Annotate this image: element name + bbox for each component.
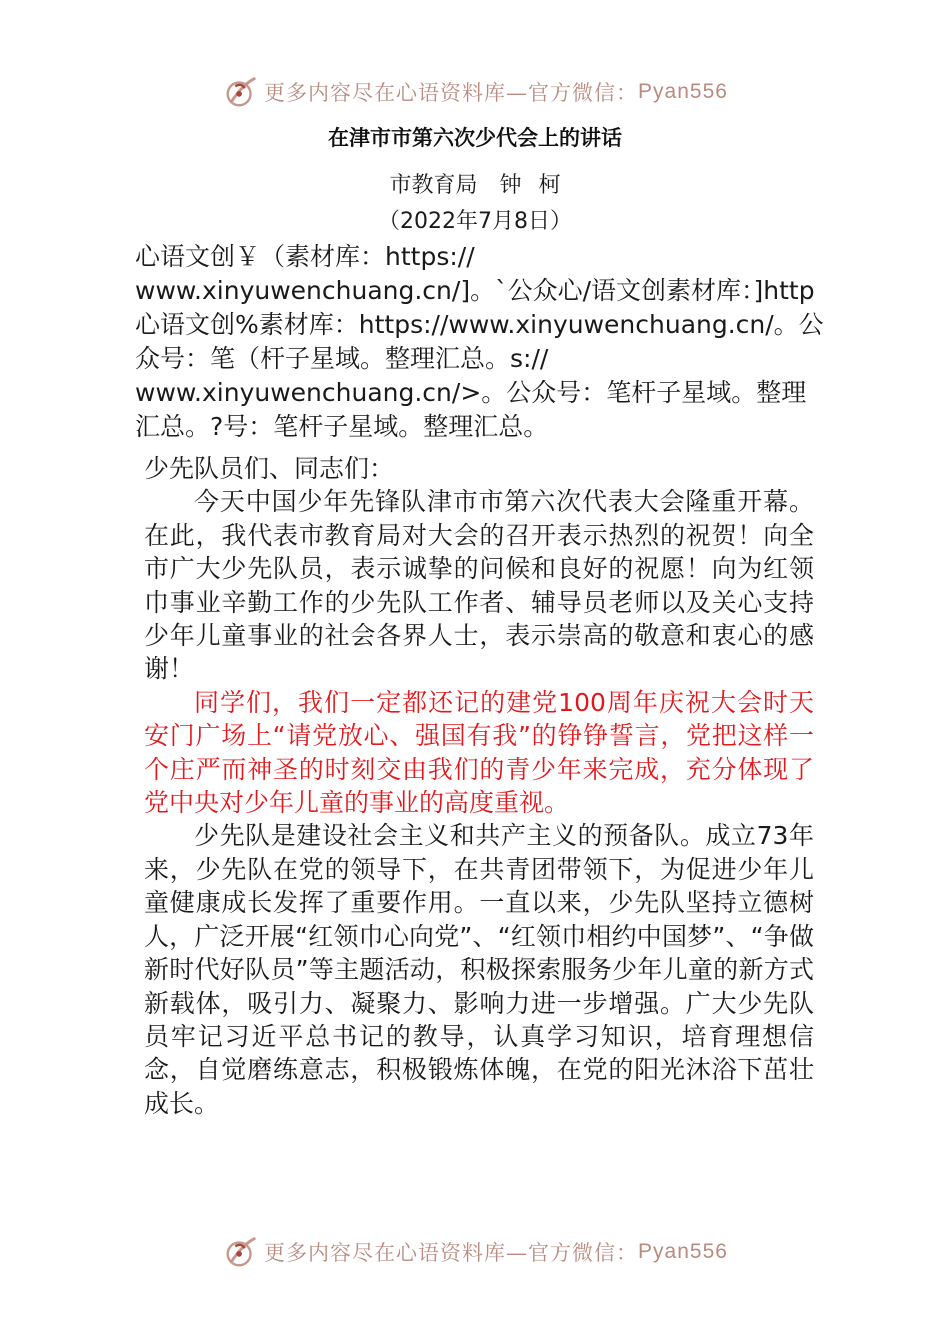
paragraph-pioneers: 少先队是建设社会主义和共产主义的预备队。成立73年来，少先队在党的领导下，在共青团带领下，为促进少年儿童健康成长发挥了重要作用。一直以来，少先队坚持立德树人，广泛开展“红领巾心向党”、“红领巾相约中国梦”、“争做新时代好队员”等主题活动，积极探索服务少年儿童的新方式新载体，吸引力、凝聚力、影响力进一步增强。广大少先队员牢记习近平总书记的教导，认真学习知识，培育理想信念，自觉磨练意志，积极锻炼体魄，在党的阳光沐浴下茁壮成长。 [144, 821, 814, 1118]
watermark-id: Pyan556 [638, 1240, 728, 1263]
speech-body [144, 452, 814, 1120]
paragraph-opening: 今天中国少年先锋队津市市第六次代表大会隆重开幕。在此，我代表市教育局对大会的召开表示热烈的祝贺！向全市广大少先队员，表示诚挚的问候和良好的祝愿！向为红领巾事业辛勤工作的少先队工作者、辅导员老师以及关心支持少年儿童事业的社会各界人士，表示崇高的敬意和衷心的感谢！ [144, 487, 814, 684]
document-title: 在津市市第六次少代会上的讲话 [328, 125, 622, 150]
footer-watermark [0, 1232, 950, 1272]
watermark-id: Pyan556 [638, 80, 728, 103]
paragraph-highlighted: 同学们，我们一定都还记的建党100周年庆祝大会时天安门广场上“请党放心、强国有我”的铮铮誓言，党把这样一个庄严而神圣的时刻交由我们的青少年来完成，充分体现了党中央对少年儿童的事业的高度重视。 [144, 687, 814, 818]
brush-logo-icon [222, 73, 260, 111]
source-notice: 心语文创￥（素材库：https:// www.xinyuwenchuang.cn/]。`公众心/语文创素材库：]http 心语文创%素材库：https://www.xinyuwenchuang.cn/。公 众号：笔（杆子星域。整理汇总。s:// www.xinyuwenchuang.cn/>。公众号：笔杆子星域。整理 汇总。?号：笔杆子星域。整理汇总。 [135, 242, 824, 441]
watermark-text: 更多内容尽在心语资料库—官方微信： [264, 81, 639, 105]
document-author: 市教育局 钟 柯 [389, 173, 561, 198]
brush-logo-icon [222, 1233, 260, 1271]
document-date: （2022年7月8日） [378, 209, 572, 234]
watermark-text: 更多内容尽在心语资料库—官方微信： [264, 1241, 639, 1265]
header-watermark [0, 72, 950, 112]
salutation: 少先队员们、同志们： [144, 454, 395, 483]
